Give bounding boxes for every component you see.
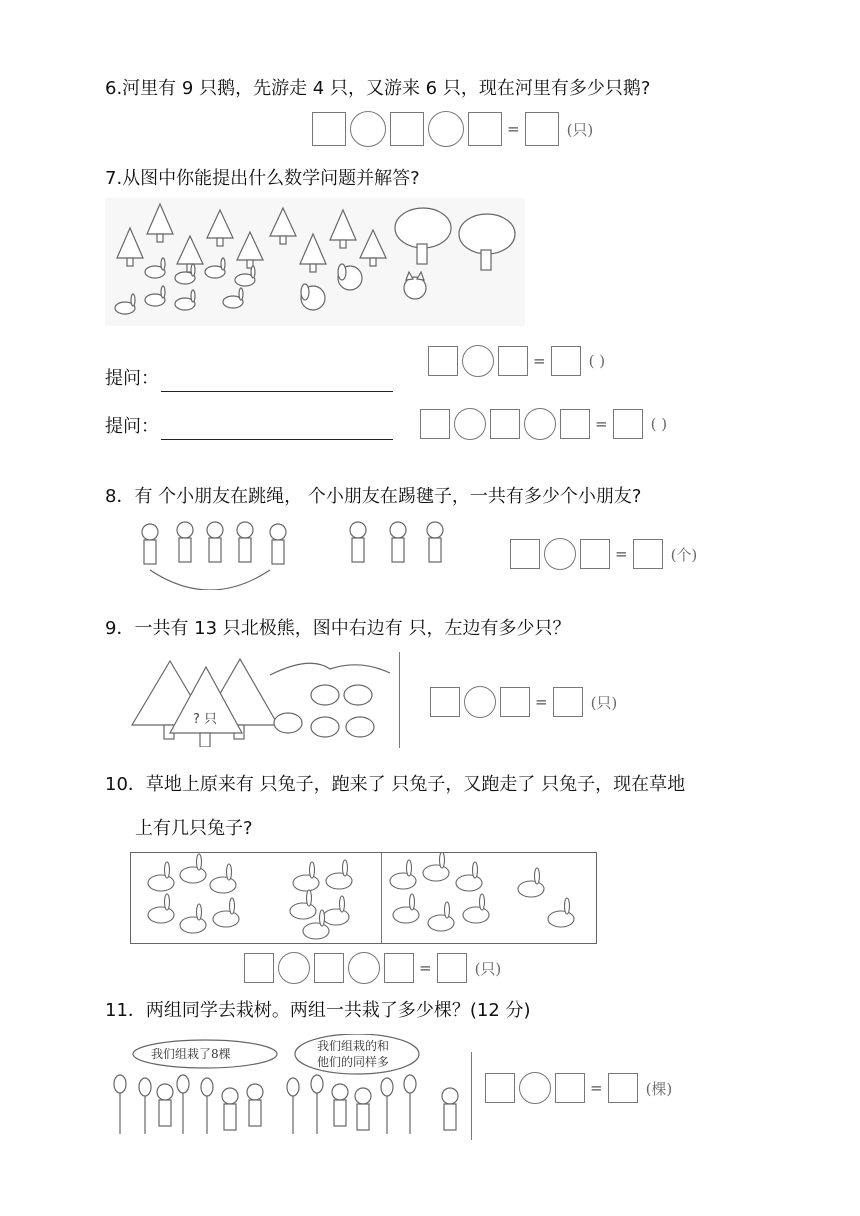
operator-circle[interactable]	[350, 111, 386, 147]
rabbit-icon	[456, 862, 482, 891]
rabbit-icon	[423, 853, 449, 881]
equals-sign: =	[507, 120, 520, 138]
child-icon	[355, 1088, 371, 1130]
operator-circle[interactable]	[462, 345, 494, 377]
answer-box[interactable]	[384, 953, 414, 983]
child-icon	[157, 1084, 173, 1126]
operator-circle[interactable]	[454, 408, 486, 440]
question-8-formula	[510, 538, 697, 570]
child-icon	[207, 522, 223, 562]
children-playing-illustration	[130, 520, 460, 590]
child-icon	[390, 522, 406, 562]
result-box[interactable]	[633, 539, 663, 569]
child-icon	[332, 1084, 348, 1126]
polar-bear-icon	[311, 685, 339, 705]
rabbits-illustration-frame	[130, 852, 597, 944]
tree-label: ? 只	[193, 712, 218, 727]
answer-box[interactable]	[490, 409, 520, 439]
question-6-text: 6.河里有 9 只鹅，先游走 4 只，又游来 6 只，现在河里有多少只鹅?	[105, 78, 651, 99]
unit-label: (只)	[590, 693, 618, 712]
answer-box[interactable]	[510, 539, 540, 569]
operator-circle[interactable]	[524, 408, 556, 440]
tree-planting-illustration	[105, 1034, 470, 1144]
question-11-formula	[485, 1072, 672, 1104]
sapling-icon	[287, 1078, 299, 1134]
equals-sign: =	[535, 693, 548, 711]
question-answer-line[interactable]	[161, 373, 393, 392]
rabbit-icon	[428, 902, 454, 931]
answer-box[interactable]	[420, 409, 450, 439]
child-icon	[142, 524, 158, 564]
result-box[interactable]	[608, 1073, 638, 1103]
result-box[interactable]	[437, 953, 467, 983]
polar-bears-illustration	[130, 655, 395, 747]
sapling-icon	[404, 1075, 416, 1134]
sapling-icon	[177, 1075, 189, 1134]
rabbit-icon	[210, 864, 236, 893]
unit-blank: ( )	[650, 415, 668, 433]
equals-sign: =	[615, 545, 628, 563]
question-8-text: 8．有 个小朋友在跳绳， 个小朋友在踢毽子，一共有多少个小朋友?	[105, 486, 642, 507]
rabbit-icon	[326, 860, 352, 889]
sapling-icon	[381, 1078, 393, 1134]
result-box[interactable]	[525, 112, 559, 146]
operator-circle[interactable]	[544, 538, 576, 570]
rabbit-icon	[393, 894, 419, 923]
divider	[381, 853, 382, 943]
question-10-text-line-1: 10．草地上原来有 只兔子，跑来了 只兔子，又跑走了 只兔子，现在草地	[105, 774, 686, 795]
polar-bear-icon	[274, 713, 302, 733]
child-icon	[350, 522, 366, 562]
answer-box[interactable]	[468, 112, 502, 146]
ask-label: 提问：	[105, 368, 159, 389]
question-11-text: 11．两组同学去栽树。两组一共栽了多少棵？(12 分)	[105, 1000, 531, 1021]
operator-circle[interactable]	[428, 111, 464, 147]
question-answer-line[interactable]	[161, 421, 393, 440]
sapling-icon	[201, 1078, 213, 1134]
ask-label: 提问：	[105, 416, 159, 437]
rabbit-icon	[213, 898, 239, 927]
rabbit-icon	[518, 868, 544, 897]
child-icon	[222, 1088, 238, 1130]
speech-bubble-text: 他们的同样多	[317, 1055, 390, 1069]
polar-bear-icon	[344, 685, 372, 705]
child-icon	[270, 524, 286, 564]
equals-sign: =	[533, 352, 546, 370]
unit-blank: ( )	[588, 352, 606, 370]
rabbit-icon	[180, 854, 206, 883]
question-7-formula-2	[420, 408, 667, 440]
child-icon	[442, 1088, 458, 1130]
rabbit-icon	[290, 890, 316, 919]
equals-sign: =	[590, 1079, 603, 1097]
rabbit-icon	[148, 862, 174, 891]
unit-label: (只)	[474, 959, 502, 978]
rabbit-icon	[293, 862, 319, 891]
answer-box[interactable]	[314, 953, 344, 983]
question-7-formula-1	[428, 345, 605, 377]
operator-circle[interactable]	[348, 952, 380, 984]
jump-rope-icon	[150, 570, 270, 590]
answer-box[interactable]	[500, 687, 530, 717]
unit-label: (棵)	[645, 1079, 673, 1098]
forest-animals-illustration	[105, 198, 525, 326]
answer-box[interactable]	[244, 953, 274, 983]
unit-label: (个)	[670, 545, 698, 564]
rabbits-illustration	[131, 853, 596, 943]
answer-box[interactable]	[485, 1073, 515, 1103]
child-icon	[237, 522, 253, 562]
sapling-icon	[139, 1078, 151, 1134]
operator-circle[interactable]	[278, 952, 310, 984]
sapling-icon	[114, 1075, 126, 1134]
equals-sign: =	[419, 959, 432, 977]
operator-circle[interactable]	[464, 686, 496, 718]
rabbit-icon	[323, 896, 349, 925]
sapling-icon	[311, 1075, 323, 1134]
result-box[interactable]	[613, 409, 643, 439]
question-10-text-line-2: 上有几只兔子?	[135, 818, 253, 839]
question-7-ask-row-2	[105, 414, 393, 440]
answer-box[interactable]	[390, 112, 424, 146]
divider	[471, 1052, 472, 1140]
child-icon	[177, 522, 193, 562]
rabbit-icon	[463, 894, 489, 923]
rabbit-icon	[148, 894, 174, 923]
rabbit-icon	[180, 904, 206, 933]
question-7-ask-row-1	[105, 366, 393, 392]
divider	[399, 652, 400, 748]
answer-box[interactable]	[498, 346, 528, 376]
question-9-formula	[430, 686, 617, 718]
hill-outline	[270, 663, 390, 675]
result-box[interactable]	[551, 346, 581, 376]
answer-box[interactable]	[428, 346, 458, 376]
speech-bubble-text: 我们组栽了8棵	[151, 1047, 231, 1061]
child-icon	[427, 522, 443, 562]
speech-bubble-text: 我们组栽的和	[317, 1039, 390, 1053]
result-box[interactable]	[553, 687, 583, 717]
question-10-formula	[244, 952, 501, 984]
question-9-text: 9．一共有 13 只北极熊，图中右边有 只，左边有多少只？	[105, 618, 571, 639]
answer-box[interactable]	[555, 1073, 585, 1103]
equals-sign: =	[595, 415, 608, 433]
answer-box[interactable]	[430, 687, 460, 717]
rabbit-icon	[390, 860, 416, 889]
polar-bear-icon	[311, 717, 339, 737]
question-6-formula	[312, 111, 593, 147]
answer-box[interactable]	[312, 112, 346, 146]
operator-circle[interactable]	[519, 1072, 551, 1104]
polar-bear-icon	[346, 717, 374, 737]
rabbit-icon	[548, 898, 574, 927]
answer-box[interactable]	[560, 409, 590, 439]
question-7-text: 7.从图中你能提出什么数学问题并解答?	[105, 168, 420, 189]
child-icon	[247, 1084, 263, 1126]
answer-box[interactable]	[580, 539, 610, 569]
unit-label: (只)	[566, 120, 594, 139]
